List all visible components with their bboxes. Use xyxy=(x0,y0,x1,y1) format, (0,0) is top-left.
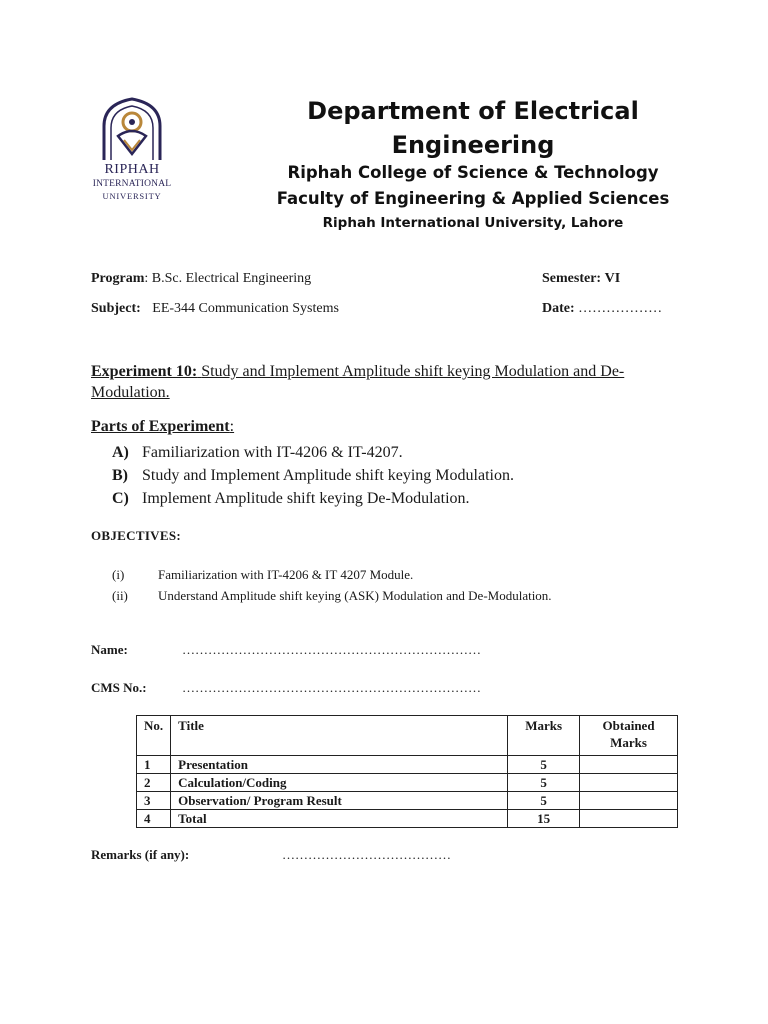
semester-line xyxy=(542,271,620,287)
parts-heading: Parts of Experiment: xyxy=(91,418,235,435)
university-name: Riphah International University, Lahore xyxy=(322,215,624,231)
list-item: A) Familiarization with IT-4206 & IT-4207. xyxy=(112,444,403,461)
obtained-cell[interactable] xyxy=(580,756,678,774)
list-item: B) Study and Implement Amplitude shift keying Modulation. xyxy=(112,467,514,484)
obtained-cell[interactable] xyxy=(580,810,678,828)
faculty-name: Faculty of Engineering & Applied Sciences xyxy=(276,189,670,208)
department-title: Department of Electrical Engineering xyxy=(307,97,639,159)
name-field[interactable]: …………………………………………………………… xyxy=(182,642,481,657)
experiment-title xyxy=(91,361,671,403)
college-name: Riphah College of Science & Technology xyxy=(287,163,659,182)
parts-heading-text: Parts of Experiment xyxy=(91,418,230,435)
table-header-row xyxy=(137,716,678,756)
objectives-heading: OBJECTIVES: xyxy=(91,528,181,543)
program-label: Program xyxy=(91,271,145,286)
semester-label: Semester: xyxy=(542,271,602,286)
experiment-label: Experiment 10: xyxy=(91,363,198,380)
semester-value: VI xyxy=(604,271,621,286)
subject-line xyxy=(91,301,339,317)
remarks-field[interactable]: ………………………………… xyxy=(282,847,451,862)
date-line xyxy=(542,301,662,317)
subject-value: EE-344 Communication Systems xyxy=(152,301,339,316)
header-title: Title xyxy=(171,716,508,756)
cms-field[interactable]: …………………………………………………………… xyxy=(182,680,481,695)
program-line xyxy=(91,271,311,287)
riphah-emblem-icon xyxy=(90,96,174,162)
logo-subtitle-1: INTERNATIONAL xyxy=(92,179,172,189)
university-logo xyxy=(90,96,174,208)
marks-table xyxy=(136,715,678,828)
subject-label: Subject: xyxy=(91,301,141,316)
cms-label: CMS No.: xyxy=(91,680,147,695)
table-row: 4 Total 15 xyxy=(137,810,678,828)
table-row: 2 Calculation/Coding 5 xyxy=(137,774,678,792)
table-row: 3 Observation/ Program Result 5 xyxy=(137,792,678,810)
obtained-cell[interactable] xyxy=(580,774,678,792)
header-obtained: Obtained Marks xyxy=(580,716,678,756)
table-row: 1 Presentation 5 xyxy=(137,756,678,774)
name-label: Name: xyxy=(91,642,128,657)
obtained-cell[interactable] xyxy=(580,792,678,810)
remarks-label: Remarks (if any): xyxy=(91,847,190,862)
list-item: (ii) Understand Amplitude shift keying (ASK) Modulation and De-Modulation. xyxy=(112,588,552,603)
header-marks: Marks xyxy=(508,716,580,756)
program-value: : B.Sc. Electrical Engineering xyxy=(144,271,312,286)
logo-subtitle-2: UNIVERSITY xyxy=(102,191,162,201)
parts-list xyxy=(112,441,514,510)
date-label: Date: xyxy=(542,301,575,316)
list-item: C) Implement Amplitude shift keying De-Modulation. xyxy=(112,490,470,507)
experiment-text: Study and Implement Amplitude shift keying Modulation and De-Modulation. xyxy=(91,363,625,401)
list-item: (i) Familiarization with IT-4206 & IT 4207 Module. xyxy=(112,567,414,582)
objectives-list xyxy=(112,564,552,606)
logo-name: RIPHAH xyxy=(104,162,160,177)
header-no: No. xyxy=(137,716,171,756)
date-value: ……………… xyxy=(578,301,663,316)
